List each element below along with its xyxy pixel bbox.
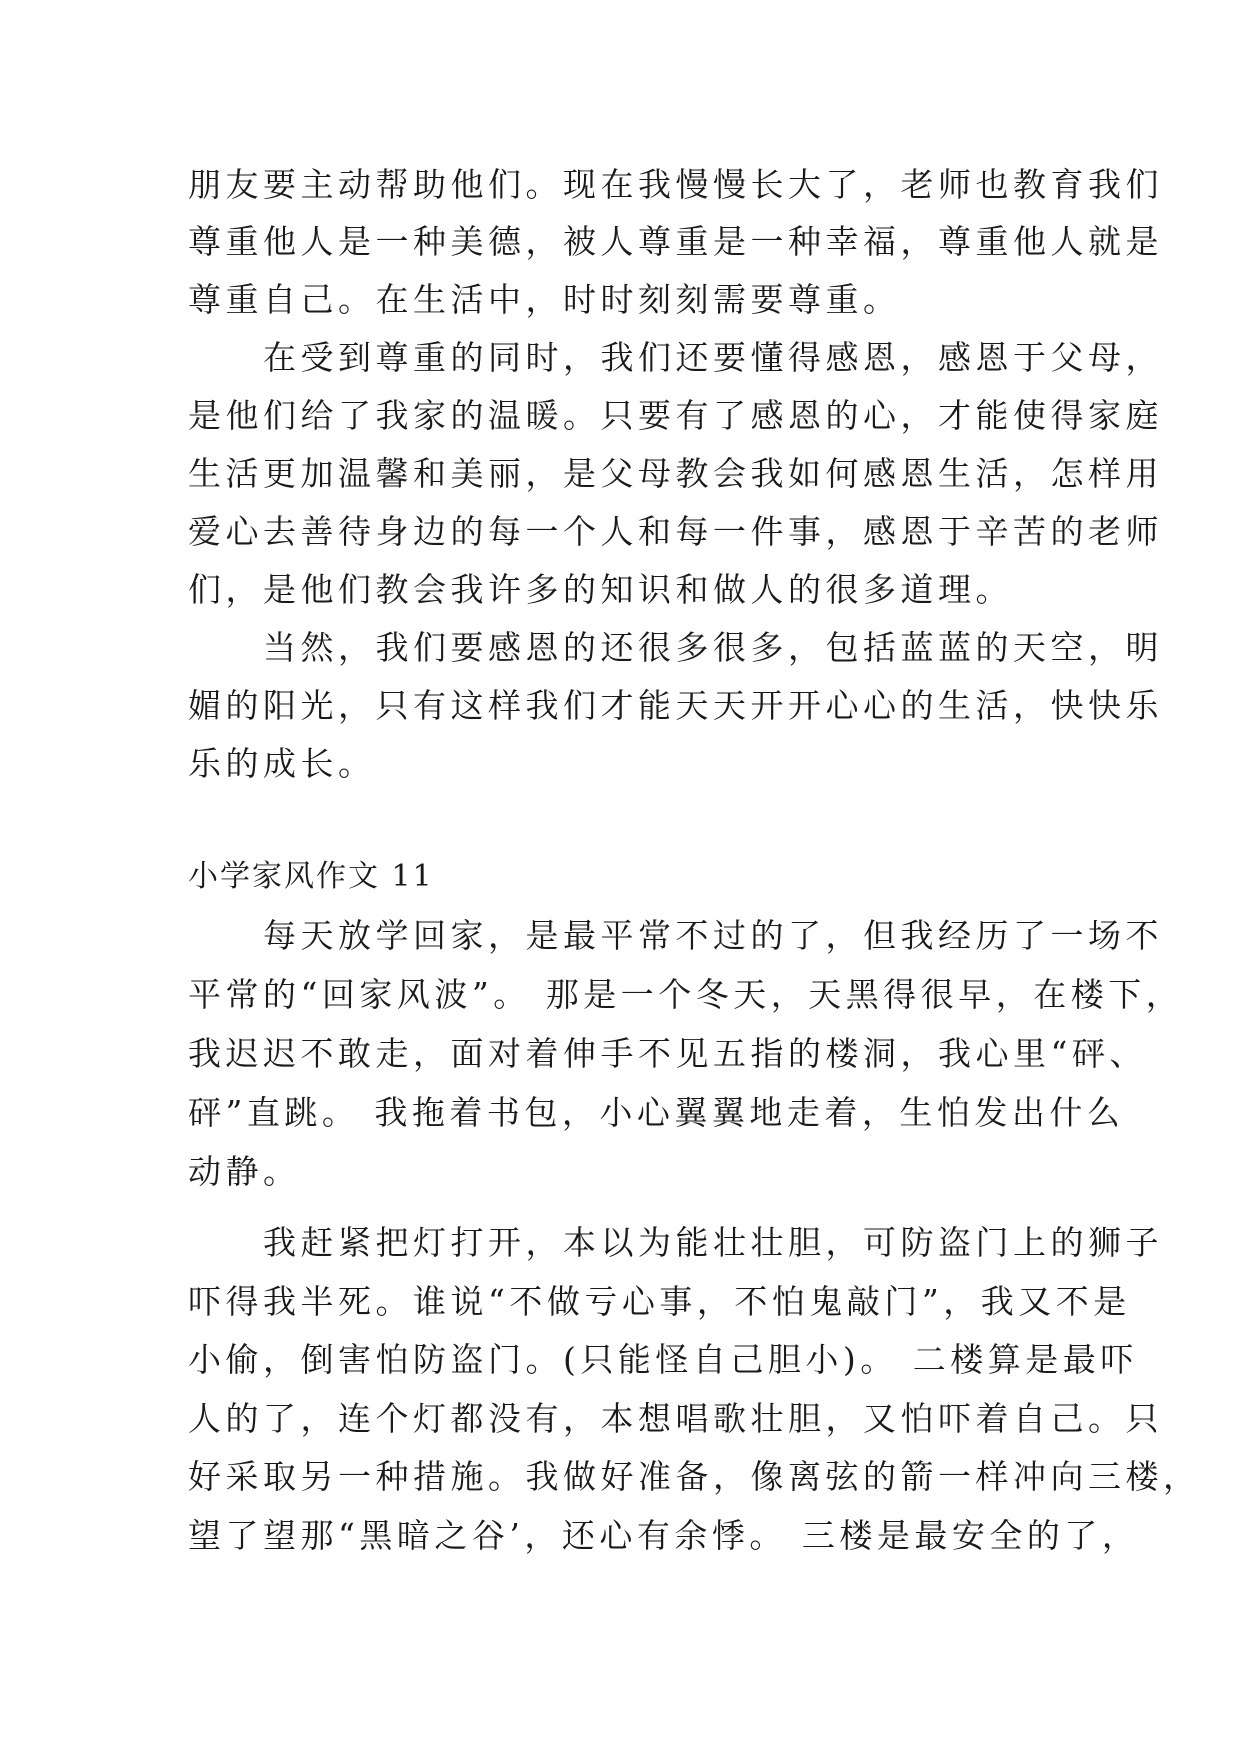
text-line: 小偷，倒害怕防盗门。(只能怪自己胆小)。 二楼算是最吓 bbox=[188, 1340, 1138, 1379]
text-line: 朋友要主动帮助他们。现在我慢慢长大了，老师也教育我们 bbox=[188, 165, 1163, 204]
text-line: 我迟迟不敢走，面对着伸手不见五指的楼洞，我心里“砰、 bbox=[188, 1034, 1147, 1073]
text-line: 动静。 bbox=[188, 1152, 301, 1191]
text-line: 是他们给了我家的温暖。只要有了感恩的心，才能使得家庭 bbox=[188, 396, 1163, 435]
text-line: 砰”直跳。 我拖着书包，小心翼翼地走着，生怕发出什么 bbox=[188, 1093, 1125, 1132]
text-line: 尊重自己。在生活中，时时刻刻需要尊重。 bbox=[188, 280, 901, 319]
text-line: 吓得我半死。谁说“不做亏心事，不怕鬼敲门”，我又不是 bbox=[188, 1282, 1131, 1321]
text-line: 们，是他们教会我许多的知识和做人的很多道理。 bbox=[188, 570, 1013, 609]
text-line: 乐的成长。 bbox=[188, 744, 376, 783]
text-line: 好采取另一种措施。我做好准备，像离弦的箭一样冲向三楼， bbox=[188, 1457, 1201, 1496]
section-title: 小学家风作文 11 bbox=[188, 859, 434, 894]
text-line: 平常的“回家风波”。 那是一个冬天，天黑得很早，在楼下， bbox=[188, 975, 1184, 1014]
text-line: 尊重他人是一种美德，被人尊重是一种幸福，尊重他人就是 bbox=[188, 222, 1163, 261]
text-line: 每天放学回家，是最平常不过的了，但我经历了一场不 bbox=[188, 916, 1163, 955]
text-line: 望了望那“黑暗之谷’，还心有余悸。 三楼是最安全的了， bbox=[188, 1516, 1140, 1555]
text-line: 人的了，连个灯都没有，本想唱歌壮胆，又怕吓着自己。只 bbox=[188, 1399, 1163, 1438]
text-line: 媚的阳光，只有这样我们才能天天开开心心的生活，快快乐 bbox=[188, 686, 1163, 725]
text-line: 我赶紧把灯打开，本以为能壮壮胆，可防盗门上的狮子 bbox=[188, 1223, 1163, 1262]
text-line: 生活更加温馨和美丽，是父母教会我如何感恩生活，怎样用 bbox=[188, 454, 1163, 493]
text-line: 在受到尊重的同时，我们还要懂得感恩，感恩于父母， bbox=[188, 338, 1163, 377]
text-line: 当然，我们要感恩的还很多很多，包括蓝蓝的天空，明 bbox=[188, 628, 1163, 667]
text-line: 爱心去善待身边的每一个人和每一件事，感恩于辛苦的老师 bbox=[188, 512, 1163, 551]
